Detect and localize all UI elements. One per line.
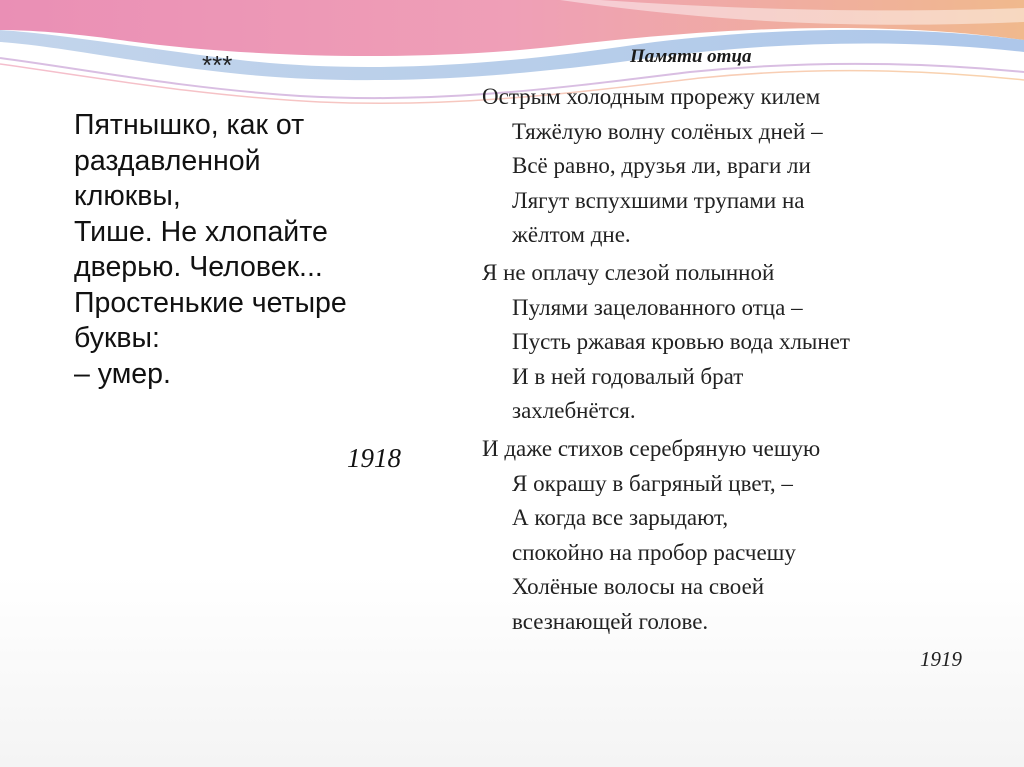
poem-line: И в ней годовалый брат xyxy=(512,363,744,389)
poem-line: Холёные волосы на своей xyxy=(512,574,765,599)
poem-line: Я окрашу в багряный цвет, – xyxy=(512,470,793,496)
poem-line: спокойно на пробор расчешу xyxy=(512,539,796,565)
stanza-1 xyxy=(482,80,823,253)
poem-year: 1919 xyxy=(920,647,962,671)
poem-line: Острым холодным прорежу килем xyxy=(482,84,821,109)
poem-line: Пулями зацелованного отца – xyxy=(512,294,803,320)
poem-line: Пятнышко, как от xyxy=(74,109,305,141)
poem-line: Тише. Не хлопайте xyxy=(74,215,328,248)
poem-line: Пусть ржавая кровью вода хлынет xyxy=(512,329,850,354)
stanza-2 xyxy=(482,256,850,429)
poem-line: И даже стихов серебряную чешую xyxy=(482,436,821,461)
poem-line: – умер. xyxy=(74,357,171,390)
poem-line: жёлтом дне. xyxy=(512,222,631,247)
poem-line: Лягут вспухшими трупами на xyxy=(512,187,805,213)
left-poem-text xyxy=(74,108,347,392)
poem-year: 1918 xyxy=(347,443,401,473)
poem-line: Я не оплачу слезой полынной xyxy=(482,260,775,285)
poem-separator: *** xyxy=(202,50,233,80)
poem-line: Всё равно, друзья ли, враги ли xyxy=(512,153,811,178)
poem-line: Простенькие четыре xyxy=(74,286,347,319)
poem-line: А когда все зарыдают, xyxy=(512,505,729,530)
poem-line: Тяжёлую волну солёных дней – xyxy=(512,118,823,144)
poem-line: всезнающей голове. xyxy=(512,608,709,634)
poem-line: раздавленной xyxy=(74,144,261,177)
poem-line: захлебнётся. xyxy=(512,398,636,423)
stanza-3 xyxy=(482,432,820,639)
poem-line: буквы: xyxy=(74,322,160,354)
poem-title: Памяти отца xyxy=(630,46,752,67)
poem-line: дверью. Человек... xyxy=(74,251,323,283)
poem-line: клюквы, xyxy=(74,180,181,212)
